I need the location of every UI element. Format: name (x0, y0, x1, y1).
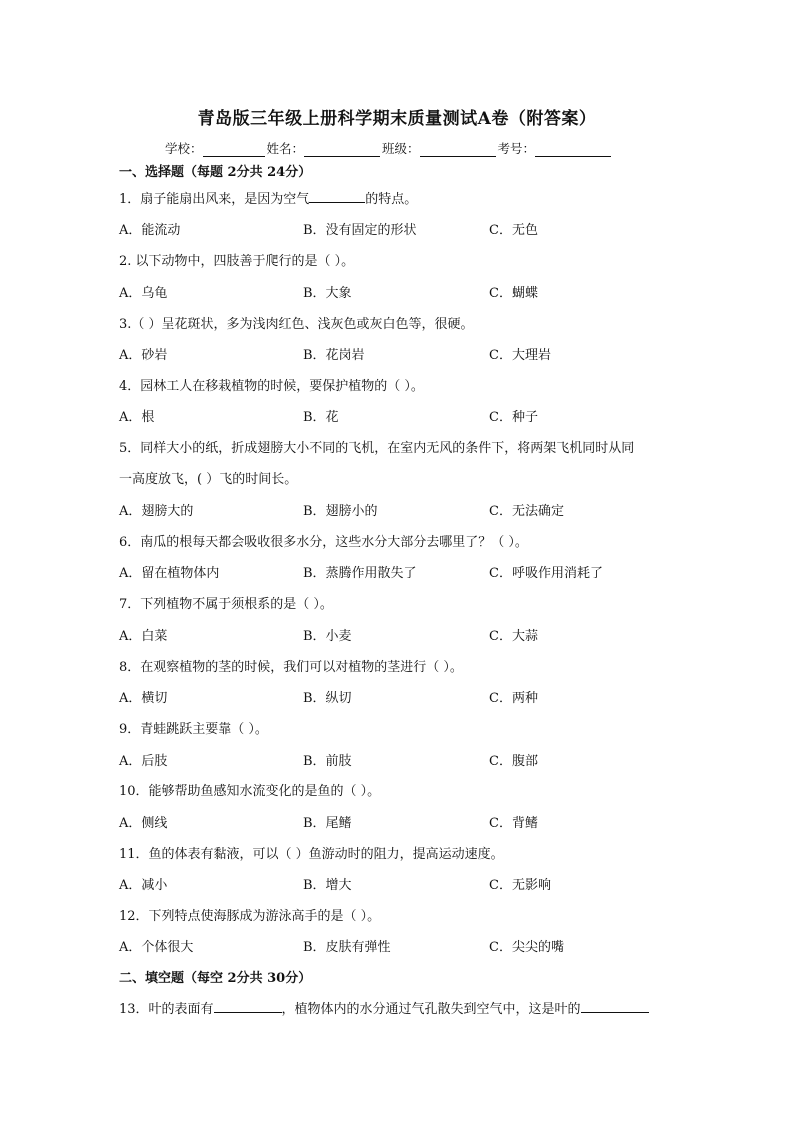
question-1 (119, 188, 417, 207)
question-5-option-a: A．翅膀大的 (119, 504, 194, 519)
question-9-option-a: A．后肢 (119, 754, 168, 769)
question-4-option-b: B．花 (303, 410, 339, 425)
question-12: 12．下列特点使海豚成为游泳高手的是（ ）。 (119, 909, 381, 924)
student-info-line (165, 139, 613, 157)
question-1-option-c: C．无色 (489, 223, 538, 238)
question-9-option-b: B．前肢 (303, 754, 352, 769)
question-3-option-c: C．大理岩 (489, 348, 551, 363)
question-10-option-c: C．背鳍 (489, 816, 538, 831)
exam-number-label: 考号： (497, 141, 536, 156)
question-5-option-c: C．无法确定 (489, 504, 564, 519)
section-heading-choice: 一、选择题（每题 2分共 24分） (119, 165, 312, 180)
class-label: 班级： (382, 141, 420, 156)
question-13-blank-1[interactable] (214, 998, 282, 1013)
question-4: 4．园林工人在移栽植物的时候，要保护植物的（ ）。 (119, 379, 424, 394)
school-blank[interactable] (203, 142, 265, 157)
question-12-option-c: C．尖尖的嘴 (489, 940, 564, 955)
question-7: 7．下列植物不属于须根系的是（ ）。 (119, 597, 333, 612)
question-6-option-b: B．蒸腾作用散失了 (303, 566, 417, 581)
school-label: 学校： (165, 141, 203, 156)
question-6: 6．南瓜的根每天都会吸收很多水分，这些水分大部分去哪里了？（ ）。 (119, 535, 528, 550)
question-3: 3.（ ）呈花斑状，多为浅肉红色、浅灰色或灰白色等，很硬。 (119, 317, 474, 332)
question-8-option-a: A．横切 (119, 691, 168, 706)
question-6-option-a: A．留在植物体内 (119, 566, 220, 581)
question-2-option-a: A．乌龟 (119, 286, 168, 301)
name-blank[interactable] (304, 142, 380, 157)
question-11-option-b: B．增大 (303, 878, 352, 893)
question-5-line-2: 一高度放飞，( ）飞的时间长。 (119, 472, 298, 487)
question-13-part-a: 13．叶的表面有 (119, 1002, 214, 1017)
section-heading-fill: 二、填空题（每空 2分共 30分） (119, 971, 312, 986)
question-5-option-b: B．翅膀小的 (303, 504, 378, 519)
question-13 (119, 998, 649, 1017)
question-13-part-b: ，植物体内的水分通过气孔散失到空气中，这是叶的 (281, 1002, 581, 1017)
question-1-stem-b: 的特点。 (365, 192, 418, 207)
question-7-option-c: C．大蒜 (489, 629, 538, 644)
question-2-option-b: B．大象 (303, 286, 352, 301)
exam-number-blank[interactable] (535, 142, 611, 157)
question-3-option-b: B．花岗岩 (303, 348, 365, 363)
question-8-option-b: B．纵切 (303, 691, 352, 706)
question-7-option-a: A．白菜 (119, 629, 168, 644)
question-11-option-a: A．减小 (119, 878, 168, 893)
question-12-option-a: A．个体很大 (119, 940, 194, 955)
question-12-option-b: B．皮肤有弹性 (303, 940, 391, 955)
question-8: 8．在观察植物的茎的时候，我们可以对植物的茎进行（ ）。 (119, 660, 463, 675)
question-3-option-a: A．砂岩 (119, 348, 168, 363)
question-10-option-b: B．尾鳍 (303, 816, 352, 831)
question-4-option-a: A．根 (119, 410, 155, 425)
question-5: 5．同样大小的纸，折成翅膀大小不同的飞机，在室内无风的条件下，将两架飞机同时从同 (119, 441, 635, 456)
question-11: 11．鱼的体表有黏液，可以（ ）鱼游动时的阻力，提高运动速度。 (119, 847, 504, 862)
question-10: 10．能够帮助鱼感知水流变化的是鱼的（ ）。 (119, 784, 381, 799)
question-1-stem-a: 1．扇子能扇出风来，是因为空气 (119, 192, 310, 207)
question-8-option-c: C．两种 (489, 691, 538, 706)
question-7-option-b: B．小麦 (303, 629, 352, 644)
question-2-option-c: C．蝴蝶 (489, 286, 538, 301)
question-13-blank-2[interactable] (581, 998, 649, 1013)
question-11-option-c: C．无影响 (489, 878, 551, 893)
question-2: 2. 以下动物中，四肢善于爬行的是（ ）。 (119, 254, 355, 269)
question-10-option-a: A．侧线 (119, 816, 168, 831)
question-1-option-b: B．没有固定的形状 (303, 223, 417, 238)
question-1-option-a: A．能流动 (119, 223, 181, 238)
class-blank[interactable] (420, 142, 496, 157)
question-4-option-c: C．种子 (489, 410, 538, 425)
question-9: 9．青蛙跳跃主要靠（ ）。 (119, 722, 268, 737)
question-6-option-c: C．呼吸作用消耗了 (489, 566, 603, 581)
question-9-option-c: C．腹部 (489, 754, 538, 769)
page-title: 青岛版三年级上册科学期末质量测试A卷（附答案） (197, 109, 597, 129)
question-1-blank[interactable] (309, 188, 365, 203)
name-label: 姓名： (266, 141, 305, 156)
